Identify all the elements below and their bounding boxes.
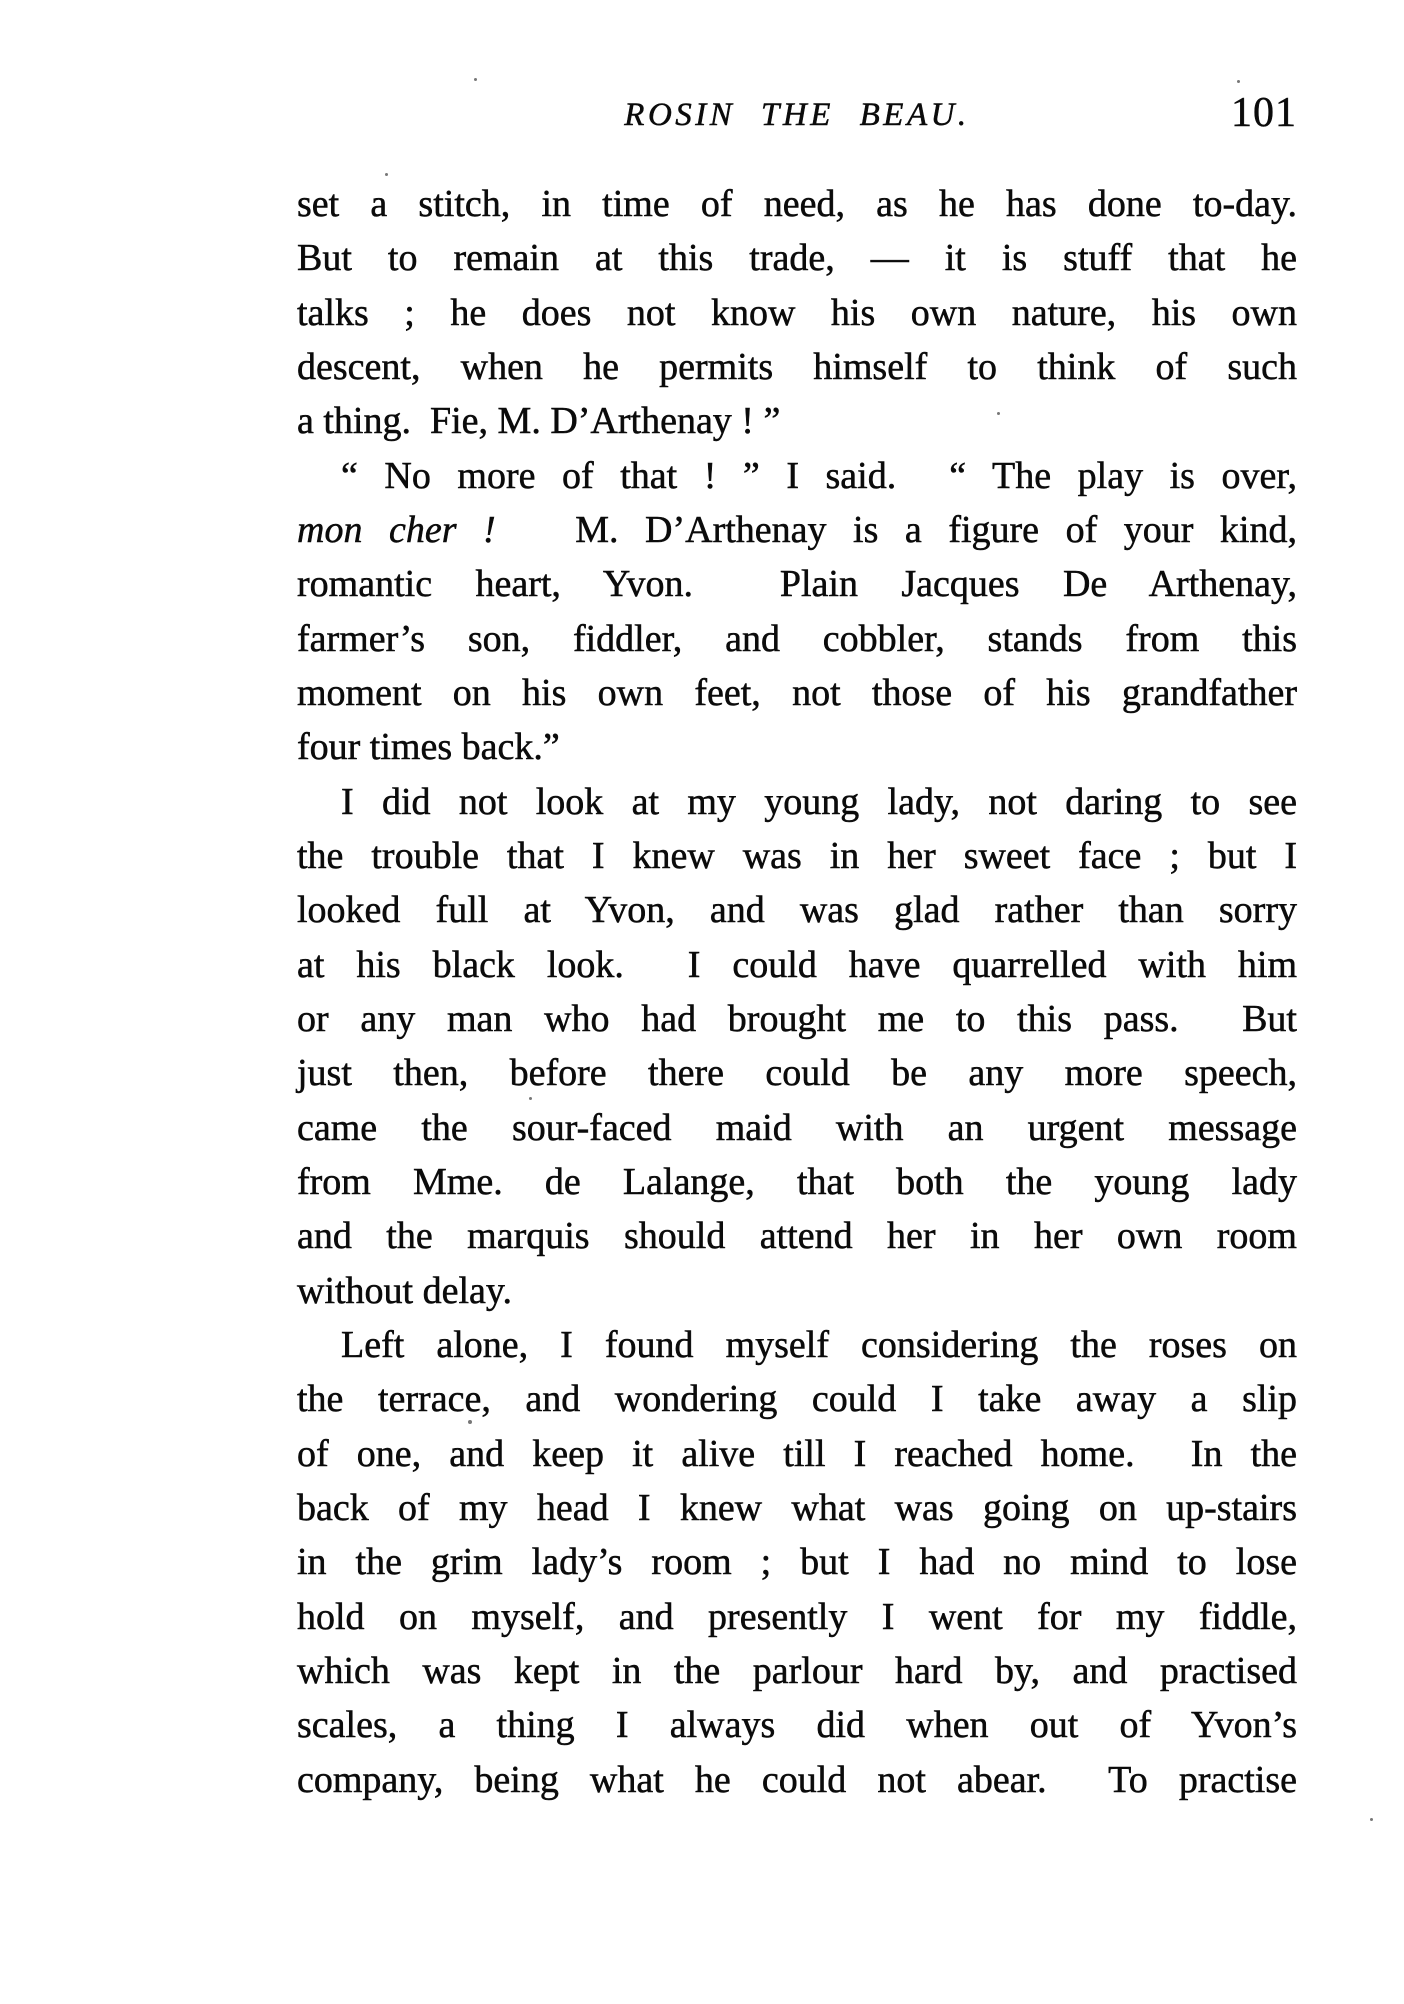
- text-segment: “ No more of that ! ” I said. “ The play is over,: [341, 454, 1297, 497]
- text-line: [297, 1264, 1297, 1318]
- text-segment: talks ; he does not know his own nature, his own: [297, 291, 1297, 334]
- running-header-title: ROSIN THE BEAU.: [624, 97, 970, 133]
- scan-speck: [468, 1420, 472, 1424]
- text-segment: back of my head I knew what was going on up-stairs: [297, 1486, 1297, 1529]
- text-segment: in the grim lady’s room ; but I had no mind to lose: [297, 1541, 1297, 1584]
- scan-speck: [1370, 1818, 1373, 1821]
- paragraph: [297, 775, 1297, 1318]
- text-line: [297, 340, 1297, 394]
- scan-speck: [385, 173, 388, 176]
- text-segment: from Mme. de Lalange, that both the young lady: [297, 1160, 1297, 1203]
- text-segment: or any man who had brought me to this pass. But: [297, 997, 1297, 1040]
- scan-speck: [529, 1097, 532, 1100]
- text-line: [297, 394, 1297, 448]
- text-segment: farmer’s son, fiddler, and cobbler, stands from this: [297, 617, 1297, 660]
- text-line: [297, 1155, 1297, 1209]
- text-line: [297, 883, 1297, 937]
- text-segment: romantic heart, Yvon. Plain Jacques De Arthenay,: [297, 563, 1297, 606]
- text-line: [297, 938, 1297, 992]
- text-segment: the trouble that I knew was in her sweet face ; but I: [297, 834, 1297, 877]
- text-segment: descent, when he permits himself to think of such: [297, 345, 1297, 388]
- text-line: [297, 557, 1297, 611]
- text-segment: set a stitch, in time of need, as he has done to-day.: [297, 183, 1297, 225]
- text-line: [297, 231, 1297, 285]
- text-segment: just then, before there could be any more speech,: [297, 1052, 1297, 1095]
- text-segment: company, being what he could not abear. To practise: [297, 1758, 1297, 1801]
- paragraph: [297, 449, 1297, 775]
- text-segment: Left alone, I found myself considering the roses on: [341, 1323, 1297, 1366]
- text-line: [297, 1698, 1297, 1752]
- text-line: [297, 992, 1297, 1046]
- scan-speck: [997, 412, 1000, 415]
- italic-text-segment: mon cher !: [297, 508, 496, 551]
- text-line: [297, 1209, 1297, 1263]
- page-number: 101: [1231, 90, 1297, 136]
- text-segment: came the sour-faced maid with an urgent message: [297, 1106, 1297, 1149]
- text-segment: four times back.”: [297, 726, 560, 769]
- text-segment: the terrace, and wondering could I take away a slip: [297, 1378, 1297, 1421]
- text-line: [297, 666, 1297, 720]
- text-line: [297, 720, 1297, 774]
- text-segment: without delay.: [297, 1269, 512, 1312]
- page-body: [297, 177, 1297, 1807]
- text-segment: hold on myself, and presently I went for my fiddle,: [297, 1595, 1297, 1638]
- text-line: [297, 1318, 1297, 1372]
- text-segment: of one, and keep it alive till I reached home. In the: [297, 1432, 1297, 1475]
- text-line: [297, 1101, 1297, 1155]
- paragraph: [297, 177, 1297, 449]
- text-segment: scales, a thing I always did when out of Yvon’s: [297, 1704, 1297, 1747]
- scan-speck: [474, 78, 477, 81]
- text-line: [297, 1535, 1297, 1589]
- text-line: [297, 1753, 1297, 1807]
- text-segment: at his black look. I could have quarrelled with him: [297, 943, 1297, 986]
- text-line: [297, 286, 1297, 340]
- text-line: [297, 449, 1297, 503]
- text-segment: moment on his own feet, not those of his grandfather: [297, 671, 1297, 714]
- text-segment: which was kept in the parlour hard by, and practised: [297, 1649, 1297, 1692]
- text-line: [297, 829, 1297, 883]
- text-line: [297, 177, 1297, 231]
- text-segment: a thing. Fie, M. D’Arthenay ! ”: [297, 400, 781, 443]
- text-line: [297, 1372, 1297, 1426]
- text-line: [297, 1644, 1297, 1698]
- text-segment: and the marquis should attend her in her own room: [297, 1215, 1297, 1258]
- text-segment: looked full at Yvon, and was glad rather than sorry: [297, 889, 1297, 932]
- text-segment: But to remain at this trade, — it is stuff that he: [297, 237, 1297, 280]
- text-segment: M. D’Arthenay is a figure of your kind,: [495, 508, 1297, 551]
- text-line: [297, 775, 1297, 829]
- text-line: [297, 503, 1297, 557]
- scan-speck: [1237, 80, 1240, 83]
- text-segment: I did not look at my young lady, not daring to see: [341, 780, 1297, 823]
- text-line: [297, 1590, 1297, 1644]
- text-line: [297, 1046, 1297, 1100]
- paragraph: [297, 1318, 1297, 1807]
- text-line: [297, 1427, 1297, 1481]
- text-line: [297, 612, 1297, 666]
- text-line: [297, 1481, 1297, 1535]
